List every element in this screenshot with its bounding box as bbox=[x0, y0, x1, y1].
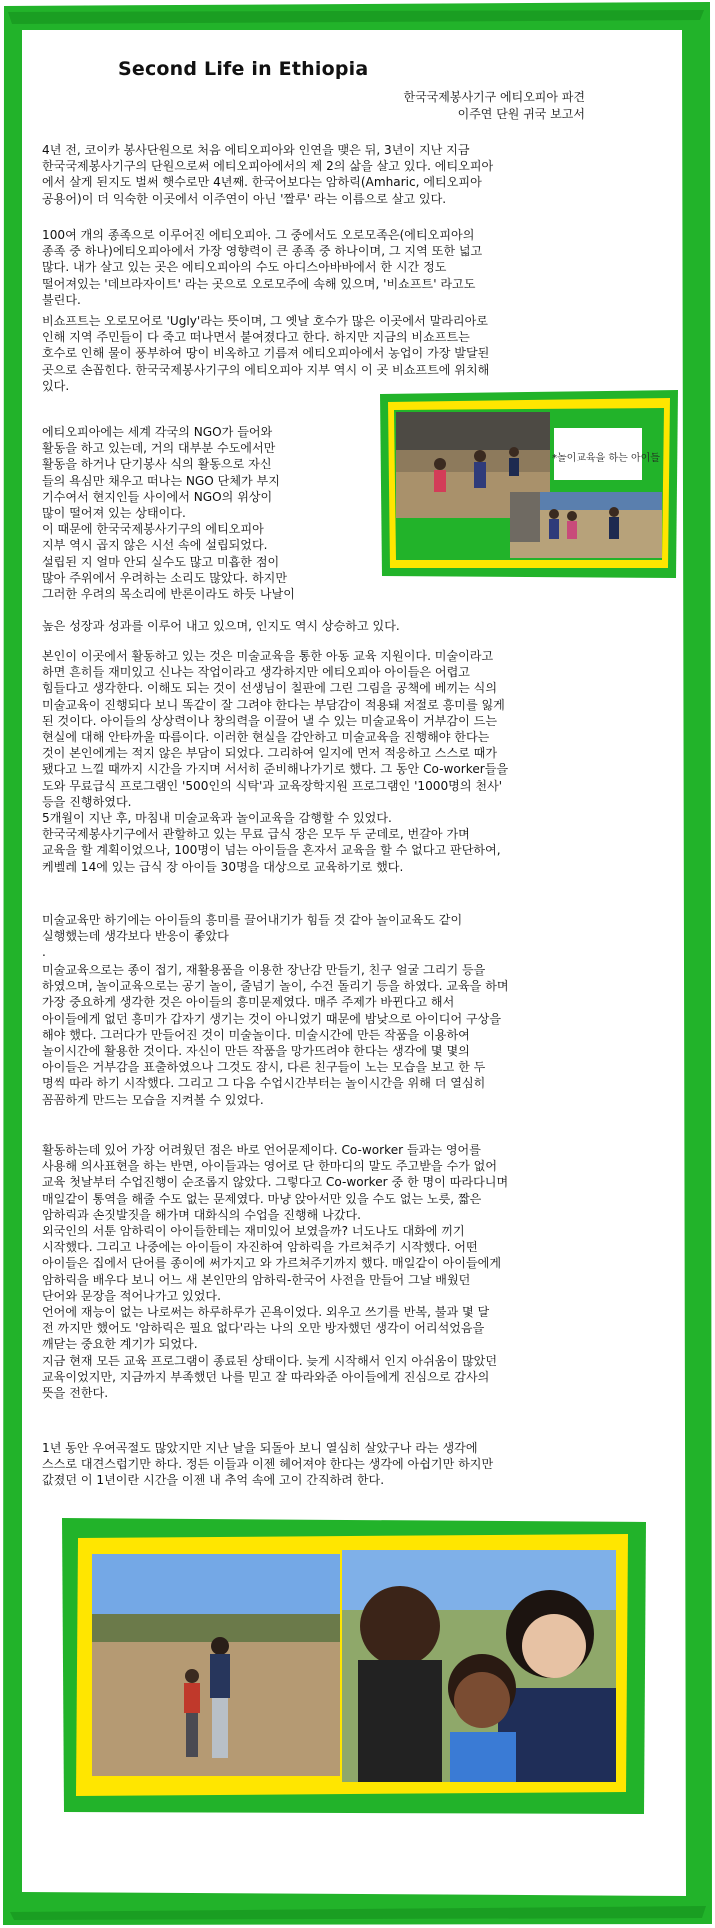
paragraph-activities: 미술교육으로는 종이 접기, 재활용품을 이용한 장난감 만들기, 친구 얼굴 그리기 등을 하였으며, 놀이교육으로는 공기 놀이, 줄넘기 놀이, 수건 돌리기 등을 하였다. 교육을 하며 가장 중요하게 생각한 것은 아이들의 흥미문제였다. 매주 주제가 바뀐다고 해서 아이들에게 없던 흥미가 갑자기 생기는 것이 아니었기 때문에 밤낮으로 아이디어 구상을 해야 했다. 그러다가 만들어진 것이 미술놀이다. 미술시간에 만든 작품을 이용하여 놀이시간에 활용한 것이다. 자신이 만든 작품을 망가뜨려야 한다는 생각에 몇 몇의 아이들은 거부감을 표출하였으나 그것도 잠시, 다른 친구들이 노는 모습을 보고 한 두 명씩 따라 하기 시작했다. 그리고 그 다음 수업시간부터는 놀이시간을 위해 더 열심히 꼼꼼하게 만드는 모습을 지켜볼 수 있었다. bbox=[42, 963, 509, 1107]
author-line: 이주연 단원 귀국 보고서 bbox=[457, 107, 585, 121]
paragraph-ngo-end: 높은 성장과 성과를 이루어 내고 있으며, 인지도 역시 상승하고 있다. bbox=[42, 619, 400, 633]
paragraph-closing: 1년 동안 우여곡절도 많았지만 지난 날을 되돌아 보니 열심히 살았구나 라는 생각에 스스로 대견스럽기만 하다. 정든 이들과 이젠 헤어져야 한다는 생각에 아쉽기만 하지만 값졌던 이 1년이란 시간을 이젠 내 추억 속에 고이 간직하려 한다. bbox=[42, 1441, 494, 1488]
photo-caption: *놀이교육을 하는 아이들 bbox=[552, 453, 660, 464]
volunteer-with-child-photo bbox=[92, 1554, 340, 1776]
report-title: Second Life in Ethiopia bbox=[118, 58, 369, 80]
play-education-photo-frame bbox=[378, 388, 680, 580]
organization-line: 한국국제봉사기구 에티오피아 파견 bbox=[403, 90, 585, 104]
paragraph-art-education: 본인이 이곳에서 활동하고 있는 것은 미술교육을 통한 아동 교육 지원이다. 미술이라고 하면 흔히들 재미있고 신나는 작업이라고 생각하지만 에티오피아 아이들은 어렵고 힘들다고 생각한다. 이해도 되는 것이 선생님이 칠판에 그린 그림을 공책에 베끼는 식의 미술교육이 진행되다 보니 똑같이 잘 그려야 한다는 부담감이 적용돼 저절로 흥미를 잃게 된 것이다. 아이들의 상상력이나 창의력을 이끌어 낼 수 있는 미술교육이 거부감이 드는 현실에 대해 안타까울 따름이다. 이러한 현실을 감안하고 미술교육을 진행해야 한다는 것이 본인에게는 적지 않은 부담이 되었다. 그리하여 일지에 먼저 적응하고 스스로 때가 됐다고 느낄 때까지 시간을 가지며 서서히 준비해나가기로 했다. 그 동안 Co-worker들을 도와 무료급식 프로그램인 '500인의 식탁'과 교육장학지원 프로그램인 '1000명의 천사' 등을 진행하였다. 5개월이 지난 후, 마침내 미술교육과 놀이교육을 감행할 수 있었다. 한국국제봉사기구에서 관할하고 있는 무료 급식 장은 모두 두 군데로, 번갈아 가며 교육을 할 계획이었으나, 100명이 넘는 아이들을 혼자서 교육을 할 수 없다고 판단하여, 케벨레 14에 있는 급식 장 아이들 30명을 대상으로 교육하기로 했다. bbox=[42, 649, 509, 874]
paragraph-play-education: 미술교육만 하기에는 아이들의 흥미를 끌어내기가 힘들 것 같아 놀이교육도 같이 실행했는데 생각보다 반응이 좋았다 . bbox=[42, 913, 463, 960]
farewell-photo-frame bbox=[60, 1516, 648, 1816]
report-byline bbox=[403, 89, 585, 123]
paragraph-ngo: 에티오피아에는 세계 각국의 NGO가 들어와 활동을 하고 있는데, 거의 대부분 수도에서만 활동을 하거나 단기봉사 식의 활동으로 자신 들의 욕심만 채우고 떠나는 NGO 단체가 부지 기수여서 현지인들 사이에서 NGO의 위상이 많이 떨어져 있는 상태이다. 이 때문에 한국국제봉사기구의 에티오피아 지부 역시 곱지 않은 시선 속에 설립되었다. 설립된 지 얼마 안되 실수도 많고 미흡한 점이 많아 주위에서 우려하는 소리도 많았다. 하지만 그러한 우려의 목소리에 반론이라도 하듯 나날이 bbox=[42, 425, 295, 602]
children-group-photo bbox=[510, 492, 662, 558]
paragraph-bishoftu: 비쇼프트는 오로모어로 'Ugly'라는 뜻이며, 그 옛날 호수가 많은 이곳에서 말라리아로 인해 지역 주민들이 다 죽고 떠나면서 붙여졌다고 한다. 하지만 지금의 비쇼프트는 호수로 인해 물이 풍부하여 땅이 비옥하고 기름져 에티오피아에서 농업이 가장 발달된 곳으로 손꼽힌다. 한국국제봉사기구의 에티오피아 지부 역시 이 곳 비쇼프트에 위치해 있다. bbox=[42, 314, 490, 393]
volunteer-with-children-selfie-photo bbox=[342, 1550, 616, 1782]
paragraph-language: 활동하는데 있어 가장 어려웠던 점은 바로 언어문제이다. Co-worker 들과는 영어를 사용해 의사표현을 하는 반면, 아이들과는 영어로 단 한마디의 말도 주고받을 수가 없어 교육 첫날부터 수업진행이 순조롭지 않았다. 그렇다고 Co-worker 중 한 명이 따라다니며 매일같이 통역을 해줄 수도 없는 문제였다. 마냥 앉아서만 있을 수도 없는 노릇, 짧은 암하릭과 손짓발짓을 해가며 대화식의 수업을 진행해 나갔다. 외국인의 서툰 암하릭이 아이들한테는 재미있어 보였을까? 너도나도 대화에 끼기 시작했다. 그리고 나중에는 아이들이 자진하여 암하릭을 가르쳐주기 시작했다. 어떤 아이들은 집에서 단어를 종이에 써가지고 와 가르쳐주기까지 했다. 매일같이 아이들에게 암하릭을 배우다 보니 어느 새 본인만의 암하릭-한국어 사전을 만들어 그날 배웠던 단어와 문장을 적어나가고 있었다. 언어에 재능이 없는 나로써는 하루하루가 곤욕이었다. 외우고 쓰기를 반복, 불과 몇 달 전 까지만 했어도 '암하릭은 필요 없다'라는 나의 오만 방자했던 생각이 어리석었음을 깨닫는 중요한 계기가 되었다. 지금 현재 모든 교육 프로그램이 종료된 상태이다. 늦게 시작해서 인지 아쉬움이 많았던 교육이었지만, 지금까지 부족했던 나를 믿고 잘 따라와준 아이들에게 진심으로 감사의 뜻을 전한다. bbox=[42, 1143, 509, 1401]
paragraph-oromo: 100여 개의 종족으로 이루어진 에티오피아. 그 중에서도 오로모족은(에티오피아의 종족 중 하나)에티오피아에서 가장 영향력이 큰 종족 중 하나이며, 그 지역 또한 넓고 많다. 내가 살고 있는 곳은 에티오피아의 수도 아디스아바바에서 한 시간 정도 떨어져있는 '데브라자이트' 라는 곳으로 오로모주에 속해 있으며, '비쇼프트' 라고도 불린다. bbox=[42, 228, 483, 307]
paragraph-intro: 4년 전, 코이카 봉사단원으로 처음 에티오피아와 인연을 맺은 뒤, 3년이 지난 지금 한국국제봉사기구의 단원으로써 에티오피아에서의 제 2의 삶을 살고 있다. 에티오피아 에서 살게 된지도 벌써 햇수로만 4년째. 한국어보다는 암하릭(Amharic, 에티오피아 공용어)이 더 익숙한 이곳에서 이주연이 아닌 '짤루' 라는 이름으로 살고 있다. bbox=[42, 143, 494, 206]
